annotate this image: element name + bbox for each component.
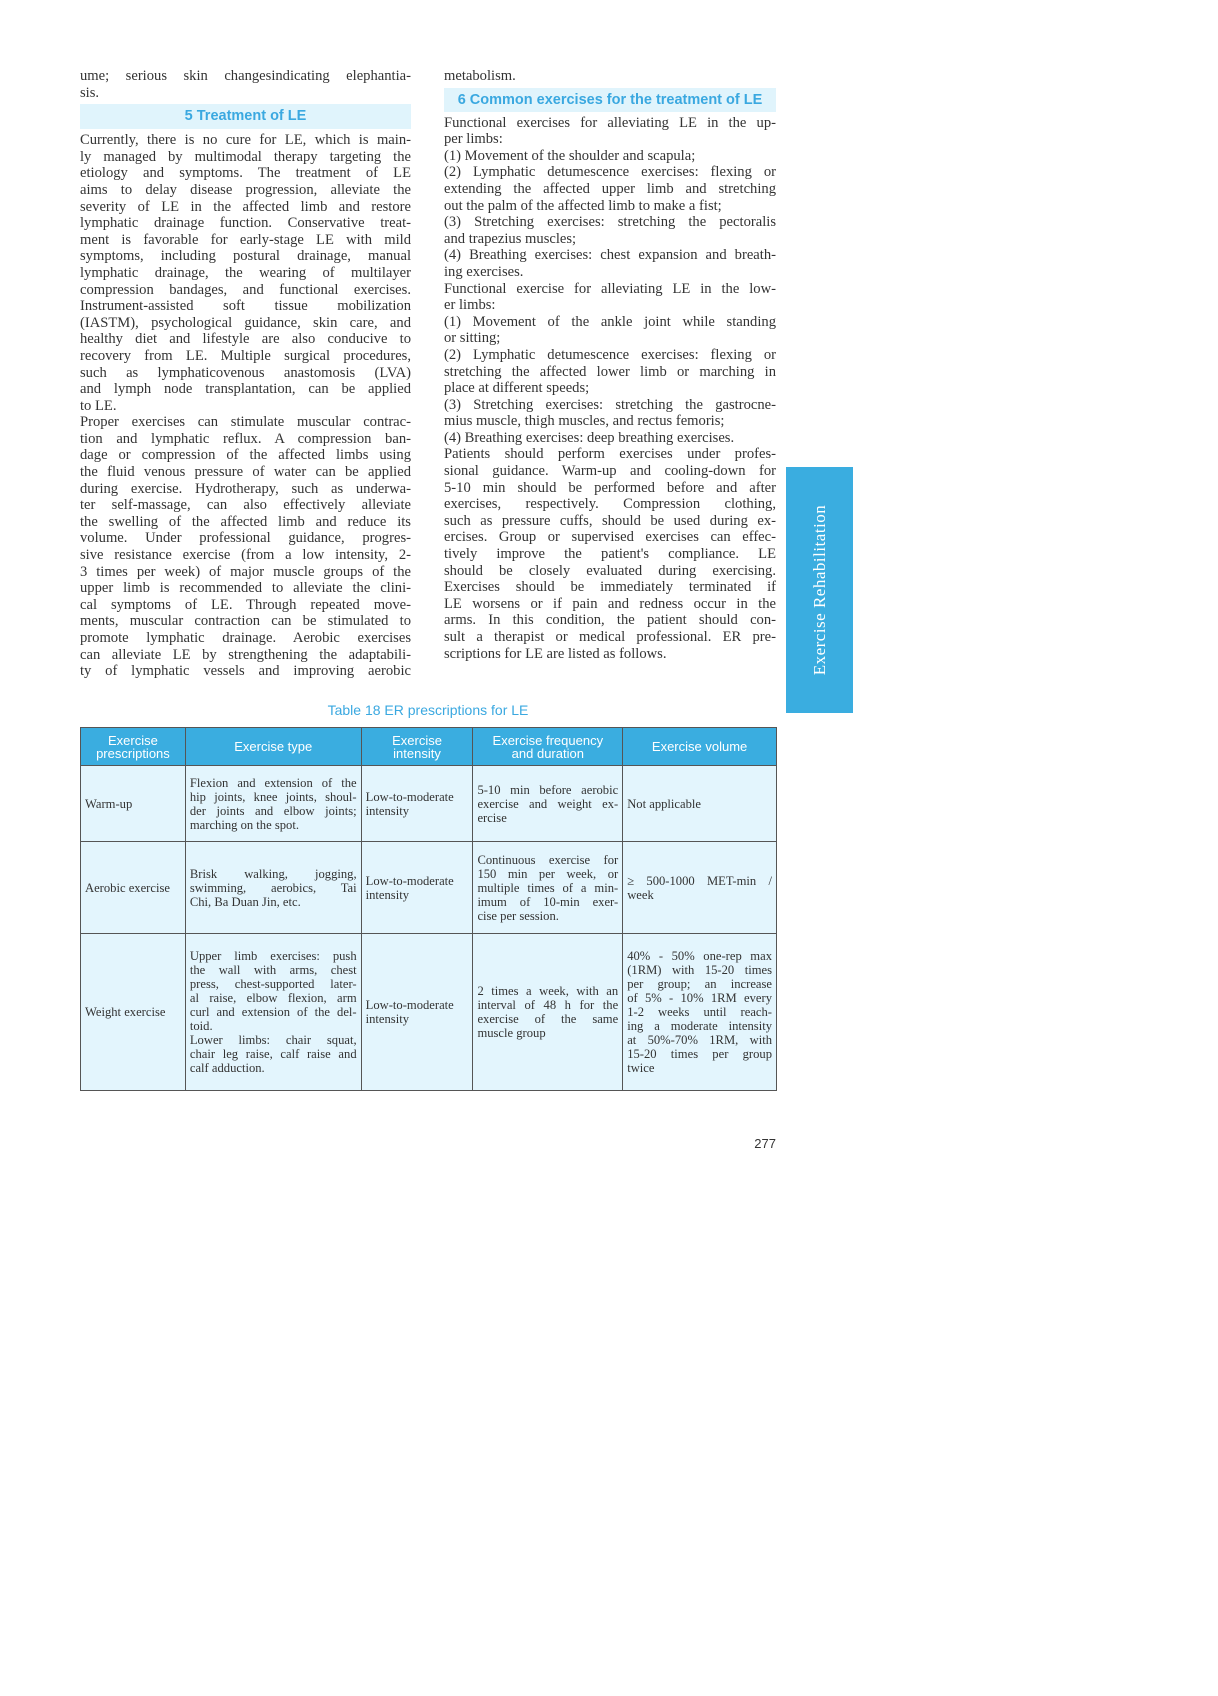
text-line: 2 times a week, with an — [477, 984, 619, 998]
text-line: dage or compression of the affected limbs using — [80, 447, 411, 464]
text-line: such as lymphaticovenous anastomosis (LVA) — [80, 364, 411, 381]
text-line: promote lymphatic drainage. Aerobic exercises — [80, 630, 411, 646]
text-line: Flexion and extension of the — [189, 775, 357, 790]
text-line: Low-to-moderate — [365, 873, 454, 888]
table-row — [81, 842, 777, 934]
table-cell — [185, 766, 361, 842]
text-line: ing exercises. — [444, 263, 524, 280]
text-line: Currently, there is no cure for LE, which is main- — [80, 132, 411, 149]
text-line: (2) Lymphatic detumescence exercises: flexing or — [444, 164, 776, 181]
text-line: er limbs: — [444, 297, 496, 314]
text-line: Chi, Ba Duan Jin, etc. — [189, 894, 301, 909]
text-line: sult a therapist or medical professional. ER pre- — [444, 629, 776, 645]
text-line: tively improve the patient's compliance. LE — [444, 546, 776, 563]
table-cell — [361, 934, 473, 1091]
text-line: stretching the affected lower limb or marching in — [444, 363, 776, 380]
text-line: Proper exercises can stimulate muscular contrac- — [80, 414, 411, 431]
text-line: (4) Breathing exercises: chest expansion and breath- — [444, 247, 776, 264]
text-line: calf adduction. — [189, 1061, 265, 1075]
table-cell — [623, 934, 777, 1091]
text-line: compression bandages, and functional exercises. — [80, 281, 411, 298]
text-line: ment is favorable for early-stage LE with mild — [80, 231, 411, 248]
text-line: Aerobic exercise — [85, 880, 170, 895]
text-line: intensity — [365, 887, 410, 902]
text-line: the wall with arms, chest — [189, 963, 357, 977]
text-line: chair leg raise, calf raise and — [189, 1047, 357, 1061]
text-line: ty of lymphatic vessels and improving aerobic — [80, 663, 411, 680]
table-cell — [81, 934, 186, 1091]
table-row — [81, 766, 777, 842]
text-line: sive resistance exercise (from a low intensity, 2- — [80, 547, 411, 564]
text-line: exercises, respectively. Compression clothing, — [444, 496, 776, 513]
text-line: place at different speeds; — [444, 380, 590, 397]
text-line: cal symptoms of LE. Through repeated move- — [80, 596, 411, 613]
text-line: Low-to-moderate — [365, 998, 454, 1012]
paragraph-block — [80, 68, 411, 101]
text-line: 5-10 min should be performed before and after — [444, 479, 776, 496]
text-line: imum of 10-min exer- — [477, 894, 619, 909]
page-number: 277 — [754, 1136, 776, 1151]
text-line: (1) Movement of the shoulder and scapula; — [444, 147, 696, 164]
text-line: (IASTM), psychological guidance, skin care, and — [80, 314, 411, 331]
text-line: mius muscle, thigh muscles, and rectus femoris; — [444, 413, 725, 430]
text-line: ter self-massage, can also effectively alleviate — [80, 497, 411, 514]
text-line: (2) Lymphatic detumescence exercises: flexing or — [444, 346, 776, 363]
column-header — [473, 728, 623, 766]
text-line: lymphatic drainage function. Conservative treat- — [80, 215, 411, 232]
text-line: arms. In this condition, the patient should con- — [444, 612, 776, 629]
text-line: ≥ 500-1000 MET-min / — [627, 873, 772, 888]
text-line: 3 times per week) of major muscle groups of the — [80, 563, 411, 580]
text-line: intensity — [365, 803, 410, 818]
text-line: hip joints, knee joints, shoul- — [189, 789, 357, 804]
text-line: intensity — [365, 1012, 410, 1026]
section-heading: 6 Common exercises for the treatment of LE — [444, 88, 776, 112]
text-line: muscle group — [477, 1026, 546, 1040]
prescriptions-table — [80, 727, 777, 1091]
text-line: during exercise. Hydrotherapy, such as underwa- — [80, 480, 411, 497]
text-line: swimming, aerobics, Tai — [189, 880, 357, 895]
text-line: severity of LE in the affected limb and restore — [80, 198, 411, 215]
header-line: Exercise type — [234, 739, 313, 754]
text-line: toid. — [189, 1019, 213, 1033]
text-line: Warm-up — [85, 796, 133, 811]
text-line: symptoms, including postural drainage, manual — [80, 248, 411, 265]
text-line: 150 min per week, or — [477, 866, 619, 881]
header-line: Exercise volume — [651, 739, 748, 754]
table-cell — [623, 766, 777, 842]
text-line: curl and extension of the del- — [189, 1005, 357, 1019]
table-cell — [185, 934, 361, 1091]
text-line: twice — [627, 1061, 655, 1075]
text-line: per limbs: — [444, 131, 503, 148]
text-line: the fluid venous pressure of water can be applied — [80, 464, 411, 481]
text-line: (1) Movement of the ankle joint while standing — [444, 313, 776, 330]
text-line: week — [627, 887, 654, 902]
text-line: recovery from LE. Multiple surgical procedures, — [80, 347, 411, 364]
text-line: Patients should perform exercises under profes- — [444, 446, 776, 463]
header-line: Exercise — [392, 732, 442, 748]
header-line: Exercise — [108, 732, 158, 748]
header-line: intensity — [393, 745, 441, 761]
right-column — [444, 68, 776, 662]
text-line: Functional exercises for alleviating LE in the up- — [444, 114, 776, 131]
text-line: healthy diet and lifestyle are also conducive to — [80, 331, 411, 348]
column-header — [623, 728, 777, 766]
text-line: Not applicable — [627, 796, 701, 811]
text-line: per group; an increase — [627, 977, 772, 991]
text-line: can alleviate LE by strengthening the adaptabili- — [80, 646, 411, 663]
table-cell — [361, 842, 473, 934]
header-line: Exercise frequency — [492, 732, 604, 748]
table-cell — [81, 766, 186, 842]
text-line: Lower limbs: chair squat, — [189, 1033, 357, 1047]
left-column — [80, 68, 411, 680]
text-line: ercises. Group or supervised exercises can effec- — [444, 529, 776, 546]
column-header — [185, 728, 361, 766]
text-line: Functional exercise for alleviating LE in the low- — [444, 280, 776, 297]
column-header — [361, 728, 473, 766]
text-line: (4) Breathing exercises: deep breathing exercises. — [444, 429, 735, 446]
text-line: upper limb is recommended to alleviate the clini- — [80, 580, 411, 597]
text-line: Weight exercise — [85, 1005, 166, 1019]
text-line: etiology and symptoms. The treatment of LE — [80, 165, 411, 182]
text-line: and lymph node transplantation, can be applied — [80, 381, 411, 398]
text-line: lymphatic drainage, the wearing of multilayer — [80, 264, 411, 281]
text-line: should be closely evaluated during exercising. — [444, 562, 776, 579]
text-line: the swelling of the affected limb and reduce its — [80, 513, 411, 530]
text-line: cise per session. — [477, 908, 559, 923]
text-line: interval of 48 h for the — [477, 998, 619, 1012]
section-side-tab — [786, 467, 853, 713]
text-line: ments, muscular contraction can be stimulated to — [80, 613, 411, 630]
section-heading: 5 Treatment of LE — [80, 104, 411, 129]
text-line: (3) Stretching exercises: stretching the pectoralis — [444, 214, 776, 231]
text-line: LE worsens or if pain and redness occur in the — [444, 595, 776, 612]
text-line: exercise and weight ex- — [477, 796, 619, 811]
text-line: ing a moderate intensity — [627, 1019, 772, 1033]
text-line: and trapezius muscles; — [444, 230, 577, 247]
text-line: tion and lymphatic reflux. A compression ban- — [80, 430, 411, 447]
text-line: al raise, elbow flexion, arm — [189, 991, 357, 1005]
table-cell — [623, 842, 777, 934]
paragraph-block — [80, 132, 411, 680]
text-line: or sitting; — [444, 330, 501, 347]
table-cell — [185, 842, 361, 934]
text-line: extending the affected upper limb and stretching — [444, 180, 776, 197]
text-line: of 5% - 10% 1RM every — [627, 991, 772, 1005]
table-cell — [473, 934, 623, 1091]
text-line: Brisk walking, jogging, — [189, 866, 357, 881]
text-line: Continuous exercise for — [477, 852, 619, 867]
table-header-row — [81, 728, 777, 766]
text-line: (1RM) with 15-20 times — [627, 963, 772, 977]
text-line: sional guidance. Warm-up and cooling-down for — [444, 463, 776, 480]
text-line: ume; serious skin changesindicating elephantia- — [80, 68, 411, 84]
text-line: sis. — [80, 84, 100, 101]
text-line: marching on the spot. — [189, 817, 299, 832]
paragraph-block — [444, 115, 776, 663]
text-line: volume. Under professional guidance, progres- — [80, 530, 411, 547]
text-line: 5-10 min before aerobic — [477, 782, 619, 797]
table-cell — [361, 766, 473, 842]
text-line: multiple times of a min- — [477, 880, 619, 895]
side-tab-label: Exercise Rehabilitation — [809, 504, 829, 676]
text-line: 15-20 times per group — [627, 1047, 772, 1061]
table-cell — [81, 842, 186, 934]
text-line: exercise of the same — [477, 1012, 619, 1026]
text-line: Instrument-assisted soft tissue mobilization — [80, 298, 411, 315]
header-line: prescriptions — [96, 745, 170, 761]
table-caption: Table 18 ER prescriptions for LE — [327, 702, 529, 718]
paragraph-block — [444, 68, 776, 85]
table-cell — [473, 766, 623, 842]
text-line: Exercises should be immediately terminated if — [444, 579, 776, 596]
text-line: (3) Stretching exercises: stretching the gastrocne- — [444, 396, 776, 413]
text-line: to LE. — [80, 397, 117, 414]
text-line: scriptions for LE are listed as follows. — [444, 645, 667, 662]
text-line: at 50%-70% 1RM, with — [627, 1033, 772, 1047]
text-line: Low-to-moderate — [365, 789, 454, 804]
table-cell — [473, 842, 623, 934]
text-line: aims to delay disease progression, alleviate the — [80, 181, 411, 198]
table-row — [81, 934, 777, 1091]
text-line: 1-2 weeks until reach- — [627, 1005, 772, 1019]
text-line: such as pressure cuffs, should be used during ex- — [444, 512, 776, 529]
text-line: ercise — [477, 810, 507, 825]
text-line: der joints and elbow joints; — [189, 803, 357, 818]
text-line: metabolism. — [444, 68, 516, 84]
column-header — [81, 728, 186, 766]
text-line: Upper limb exercises: push — [189, 949, 357, 963]
text-line: 40% - 50% one-rep max — [627, 949, 772, 963]
header-line: and duration — [511, 745, 584, 761]
text-line: out the palm of the affected limb to make a fist; — [444, 197, 722, 214]
text-line: ly managed by multimodal therapy targeting the — [80, 148, 411, 165]
text-line: press, chest-supported later- — [189, 977, 357, 991]
